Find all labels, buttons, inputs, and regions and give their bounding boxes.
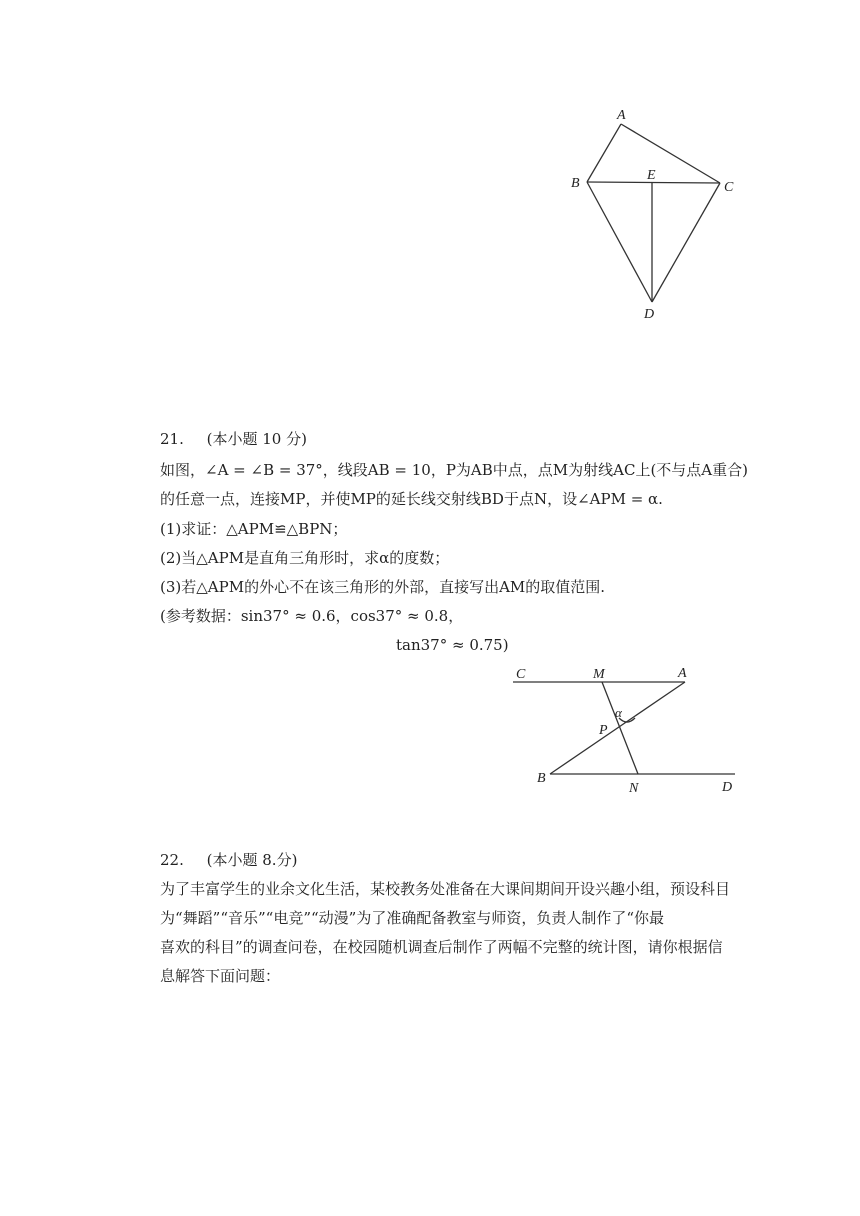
- segment-ac: [621, 124, 720, 183]
- q21-line2: 的任意一点，连接MP，并使MP的延长线交射线BD于点N，设∠APM = α.: [160, 490, 663, 508]
- q22-number: 22.: [160, 851, 184, 869]
- label-d: D: [644, 307, 655, 322]
- segment-ab: [587, 124, 621, 182]
- q22-line2: 为“舞蹈”“音乐”“电竞”“动漫”为了准确配备教室与师资，负责人制作了“你最: [160, 909, 665, 927]
- q21-score: (本小题 10 分): [206, 430, 307, 448]
- label-alpha: α: [615, 705, 622, 720]
- label-b: B: [571, 176, 580, 191]
- segment-ab: [550, 682, 685, 774]
- q21-item2: (2)当△APM是直角三角形时，求α的度数；: [160, 549, 450, 567]
- segment-bd: [587, 182, 652, 302]
- q22-line1: 为了丰富学生的业余文化生活，某校教务处准备在大课间期间开设兴趣小组，预设科目: [160, 880, 731, 898]
- label-d: D: [722, 780, 733, 795]
- label-c: C: [724, 180, 734, 195]
- segment-cd: [652, 183, 720, 302]
- label-c: C: [516, 667, 526, 682]
- q21-line1: 如图，∠A = ∠B = 37°，线段AB = 10，P为AB中点，点M为射线AC上(不与点A重合): [160, 461, 748, 479]
- label-a: A: [617, 108, 626, 123]
- q21-ref2: tan37° ≈ 0.75): [396, 636, 509, 654]
- q22-heading: [160, 849, 297, 870]
- q21-item3: (3)若△APM的外心不在该三角形的外部，直接写出AM的取值范围.: [160, 578, 606, 596]
- label-b: B: [537, 771, 546, 786]
- q21-number: 21.: [160, 430, 184, 448]
- q22-score: (本小题 8.分): [206, 851, 298, 869]
- q21-ref1: (参考数据：sin37° ≈ 0.6，cos37° ≈ 0.8，: [160, 607, 464, 625]
- label-e: E: [647, 168, 656, 183]
- label-m: M: [593, 667, 605, 682]
- label-a: A: [678, 666, 687, 681]
- q21-item1: (1)求证：△APM≌△BPN；: [160, 520, 348, 538]
- q21-heading: [160, 428, 307, 449]
- parallel-lines-figure: [505, 660, 755, 800]
- q22-line4: 息解答下面问题：: [160, 967, 281, 985]
- kite-figure: [560, 100, 750, 330]
- label-n: N: [629, 781, 639, 796]
- q22-line3: 喜欢的科目”的调查问卷，在校园随机调查后制作了两幅不完整的统计图，请你根据信: [160, 938, 723, 956]
- label-p: P: [599, 723, 608, 738]
